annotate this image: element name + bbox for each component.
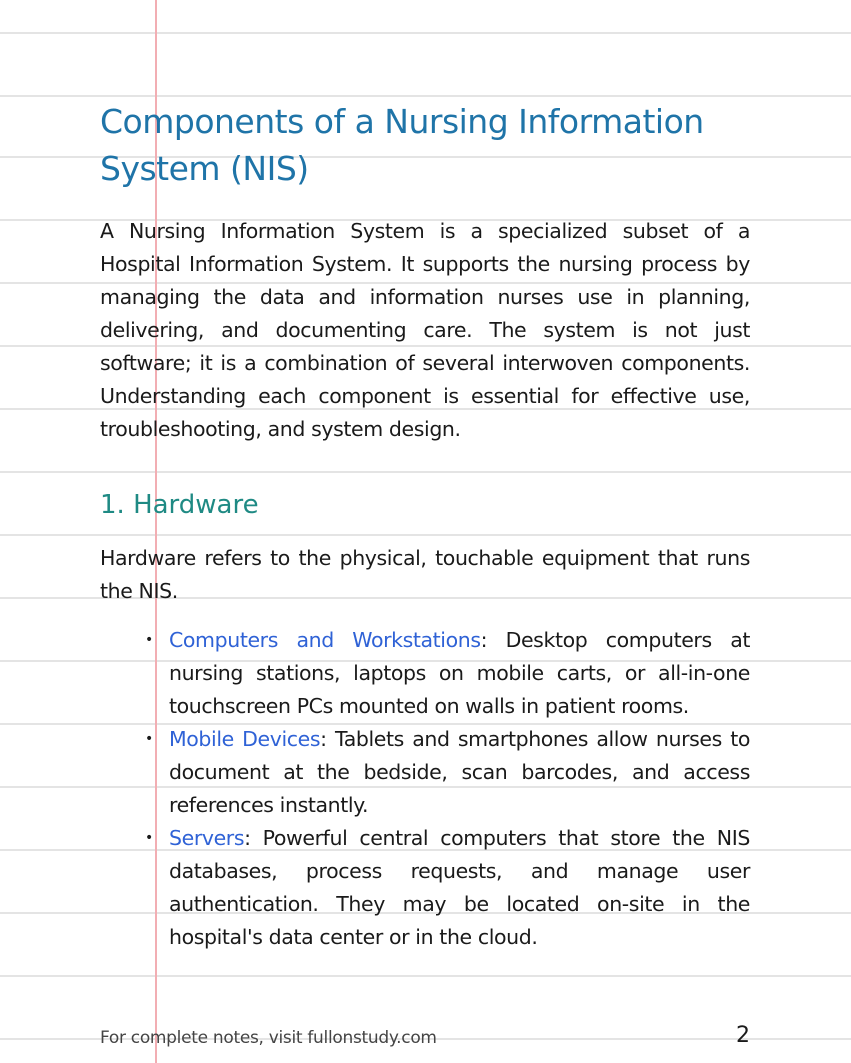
- intro-paragraph: A Nursing Information System is a specialized subset of a Hospital Information System. It supports the nursing process by managing the data and information nurses use in planning, delivering, and documenting care. The system is not just software; it is a combination of several interwoven components. Understanding each component is essential for effective use, troubleshooting, and system design.: [100, 219, 750, 441]
- page-title: Components of a Nursing Information System (NIS): [100, 102, 704, 188]
- section-intro-paragraph: Hardware refers to the physical, touchable equipment that runs the NIS.: [100, 546, 750, 603]
- page-number: 2: [736, 1023, 750, 1048]
- term-mobile-devices: Mobile Devices: [169, 727, 321, 751]
- description-computers: : Desktop computers at nursing stations, laptops on mobile carts, or all-in-one touchscreen PCs mounted on walls in patient rooms.: [169, 628, 750, 718]
- description-servers: : Powerful central computers that store the NIS databases, process requests, and manage user authentication. They may be located on-site in the hospital's data center or in the cloud.: [169, 826, 750, 949]
- description-mobile-devices: : Tablets and smartphones allow nurses to document at the bedside, scan barcodes, and access references instantly.: [169, 727, 750, 817]
- list-item-computers: [145, 624, 750, 723]
- ruled-line: [0, 975, 851, 977]
- ruled-line: [0, 534, 851, 536]
- footer-note: For complete notes, visit fullonstudy.com: [100, 1028, 437, 1048]
- bullet-icon: •: [145, 830, 153, 846]
- term-computers: Computers and Workstations: [169, 628, 481, 652]
- ruled-line: [0, 471, 851, 473]
- ruled-line: [0, 95, 851, 97]
- list-item-mobile-devices: [145, 723, 750, 822]
- bullet-icon: •: [145, 731, 153, 747]
- ruled-line: [0, 32, 851, 34]
- term-servers: Servers: [169, 826, 245, 850]
- list-item-servers: [145, 822, 750, 954]
- bullet-icon: •: [145, 632, 153, 648]
- hardware-list: [145, 624, 750, 954]
- section-heading-hardware: 1. Hardware: [100, 490, 259, 520]
